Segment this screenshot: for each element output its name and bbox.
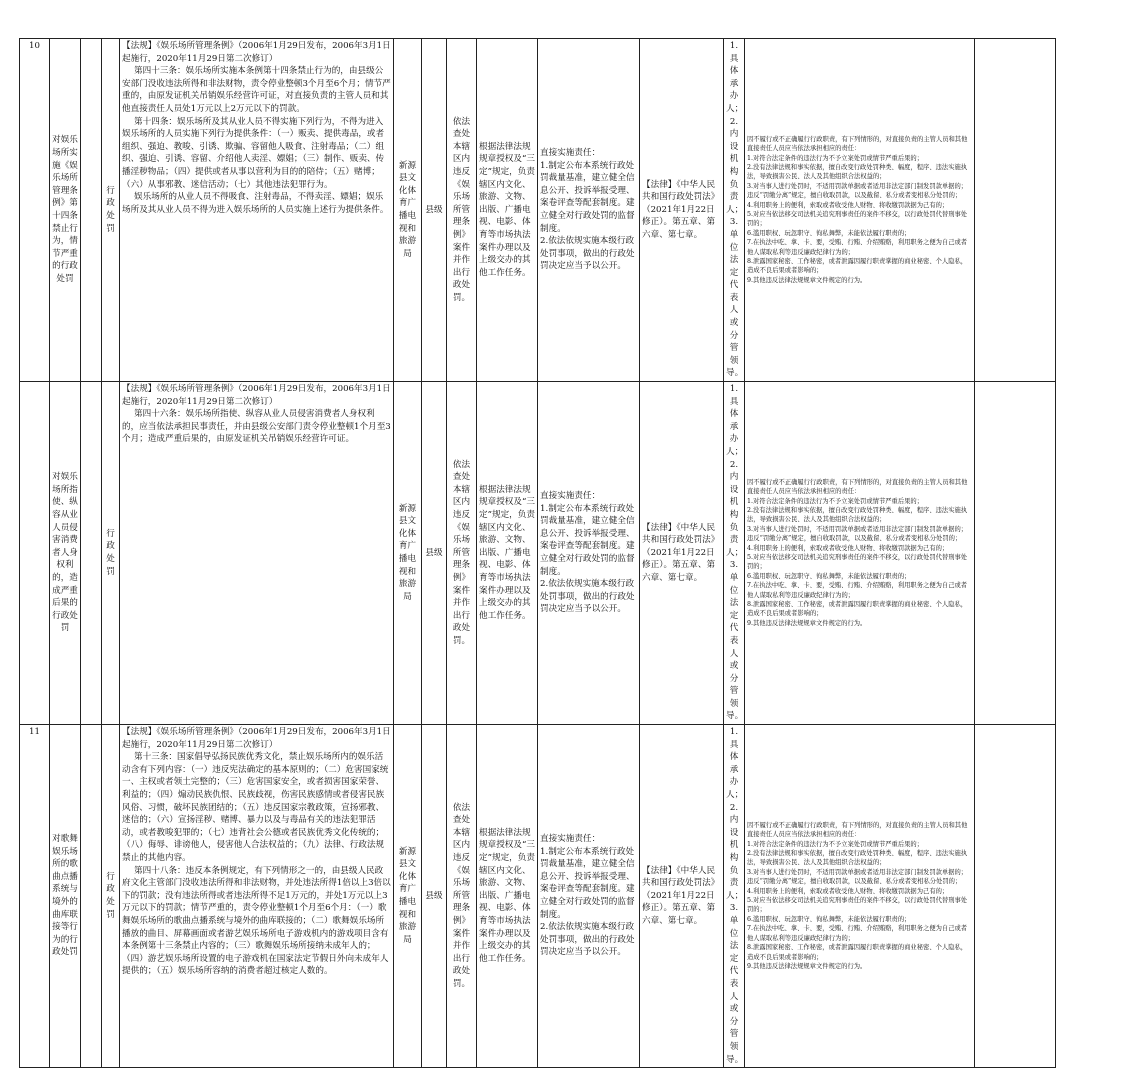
accountability-item: 5.对应当依法移交司法机关追究刑事责任的案件不移交，以行政处罚代替刑事处罚的； (747, 554, 968, 571)
accountability-cell (745, 382, 975, 725)
accountability-cell (745, 725, 975, 1068)
legal-basis-paragraph: 第十四条：娱乐场所及其从业人员不得实施下列行为，不得为进入娱乐场所的人员实施下列行为提供条件：（一）贩卖、提供毒品，或者组织、强迫、教唆、引诱、欺骗、容留他人吸食、注射毒品；（二）组织、强迫、引诱、容留、介绍他人卖淫、嫖娼；（三）制作、贩卖、传播淫秽物品；（四）提供或者从事以营利为目的的陪侍；（五）赌博；（六）从事邪教、迷信活动；（七）其他违法犯罪行为。 (122, 116, 385, 190)
accountability-item: 7.在执法中吃、拿、卡、要，受贿、行贿、介绍贿赂，利用职务之便为自己或者他人谋取私利等违反廉政纪律行为的； (747, 239, 968, 256)
item-type-cell: 行政处罚 (102, 382, 120, 725)
item-name-cell: 对娱乐场所实施《娱乐场所管理条例》第十四条禁止行为，情节严重的行政处罚 (50, 39, 81, 382)
accountability-cell (745, 39, 975, 382)
accountability-item: 4.利用职务上的便利，索取或者收受他人财物、将收缴罚款据为己有的； (747, 201, 949, 209)
legal-basis-paragraph: 娱乐场所的从业人员不得吸食、注射毒品，不得卖淫、嫖娼；娱乐场所及其从业人员不得为进入娱乐场所的人员实施上述行为提供条件。 (122, 192, 389, 215)
row-number-cell: 11 (20, 725, 50, 1068)
responsibility-cell: 根据法律法规规章授权及“三定”规定，负责辖区内文化、旅游、文物、出版、广播电视、电影、体育等市场执法案件办理以及上级交办的其他工作任务。 (477, 725, 538, 1068)
legal-basis-cell (120, 39, 394, 382)
legal-basis-paragraph: 第十三条：国家倡导弘扬民族优秀文化，禁止娱乐场所内的娱乐活动含有下列内容：（一）违反宪法确定的基本原则的；（二）危害国家统一、主权或者领土完整的；（三）危害国家安全，或者损害国家荣誉、利益的；（四）煽动民族仇恨、民族歧视，伤害民族感情或者侵害民族风俗、习惯，破坏民族团结的；（五）违反国家宗教政策，宣扬邪教、迷信的；（六）宣扬淫秽、赌博、暴力以及与毒品有关的违法犯罪活动，或者教唆犯罪的；（七）违背社会公德或者民族优秀文化传统的；（八）侮辱、诽谤他人，侵害他人合法权益的；（九）法律、行政法规禁止的其他内容。 (122, 752, 389, 863)
accountability-item: 因不履行或不正确履行行政职责，有下列情形的，对直接负责的主管人员和其他直接责任人员应当依法承担相应的责任： (747, 478, 968, 496)
accountability-item: 8.泄露国家秘密、工作秘密，或者泄露因履行职责掌握的商业秘密、个人隐私，造成不良后果或者影响的； (747, 944, 968, 961)
accountability-item: 8.泄露国家秘密、工作秘密，或者泄露因履行职责掌握的商业秘密、个人隐私，造成不良后果或者影响的； (747, 258, 968, 275)
department-cell: 新源县文化体育广播电视和旅游局 (394, 39, 422, 382)
accountability-item: 因不履行或不正确履行行政职责，有下列情形的，对直接负责的主管人员和其他直接责任人员应当依法承担相应的责任： (747, 821, 968, 839)
legal-basis-paragraph: 第四十六条：娱乐场所指使、纵容从业人员侵害消费者人身权利的，应当依法承担民事责任，并由县级公安部门责令停业整顿1个月至3个月；造成严重后果的，由原发证机关吊销娱乐经营许可证。 (122, 409, 391, 445)
remarks-cell (975, 39, 1056, 382)
legal-basis-paragraph: 【法规】《娱乐场所管理条例》（2006年1月29日发布，2006年3月1日起施行，2020年11月29日第二次修订） (122, 384, 391, 407)
legal-basis-paragraph: 第四十三条：娱乐场所实施本条例第十四条禁止行为的，由县级公安部门没收违法所得和非法财物，责令停业整顿3个月至6个月；情节严重的，由原发证机关吊销娱乐经营许可证，对直接负责的主管人员和其他直接责任人员处1万元以上2万元以下的罚款。 (122, 66, 391, 114)
accountability-item: 7.在执法中吃、拿、卡、要，受贿、行贿、介绍贿赂，利用职务之便为自己或者他人谋取私利等违反廉政纪律行为的； (747, 925, 968, 942)
direct-duty-text: 直接实施责任： 1.制定公布本系统行政处罚裁量基准，建立健全信息公开、投诉举报受理、案卷评查等配套制度。建立健全对行政处罚的监督制度。 2.依法依规实施本级行政处罚事项，做出的行政处罚决定应当予以公开。 (540, 834, 635, 958)
item-type-cell: 行政处罚 (102, 725, 120, 1068)
accountability-item: 3.对当事人进行处罚时，不适用罚款单据或者适用非法定部门制发罚款单据的；违反“罚缴分离”规定，擅自收取罚款，以及截留、私分或者变相私分处罚的； (747, 525, 968, 543)
table-row (20, 382, 1056, 725)
row-number-cell: 10 (20, 39, 50, 382)
level-cell: 县级 (422, 725, 447, 1068)
legal-basis-cell (120, 382, 394, 725)
accountability-item: 1.对符合法定条件的违法行为不予立案处罚或情节严重后果的； (747, 154, 924, 162)
accountability-item: 9.其他违反法律法规规章文件规定的行为。 (747, 962, 867, 970)
accountability-item: 1.对符合法定条件的违法行为不予立案处罚或情节严重后果的； (747, 497, 924, 505)
accountability-item: 6.滥用职权、玩忽职守、徇私舞弊，未能依法履行职责的； (747, 229, 911, 237)
accountability-item: 6.滥用职权、玩忽职守、徇私舞弊，未能依法履行职责的； (747, 915, 911, 923)
legal-basis-paragraph: 【法规】《娱乐场所管理条例》（2006年1月29日发布，2006年3月1日起施行，2020年11月29日第二次修订） (122, 727, 391, 750)
level-cell: 县级 (422, 382, 447, 725)
accountability-item: 6.滥用职权、玩忽职守、徇私舞弊，未能依法履行职责的； (747, 572, 911, 580)
accountability-item: 8.泄露国家秘密、工作秘密，或者泄露因履行职责掌握的商业秘密、个人隐私，造成不良后果或者影响的； (747, 601, 968, 618)
legal-basis-cell (120, 725, 394, 1068)
accountability-item: 9.其他违反法律法规规章文件规定的行为。 (747, 619, 867, 627)
accountability-item: 2.没有法律法规和事实依据，擅自改变行政处罚种类、幅度，程序、违法实施执法，导致损害公民、法人及其他组织合法权益的； (747, 507, 968, 524)
procedure-law-cell: 【法律】《中华人民共和国行政处罚法》（2021年1月22日修正）。第五章、第六章、第七章。 (640, 725, 724, 1068)
accountability-item: 4.利用职务上的便利，索取或者收受他人财物、将收缴罚款据为己有的； (747, 544, 949, 552)
responsible-units-cell: 1.具体承办人；2.内设机构负责人；3.单位法定代表人或分管领导。 (724, 39, 745, 382)
item-type-cell: 行政处罚 (102, 39, 120, 382)
procedure-law-cell: 【法律】《中华人民共和国行政处罚法》（2021年1月22日修正）。第五章、第六章、第七章。 (640, 39, 724, 382)
level-cell: 县级 (422, 39, 447, 382)
legal-basis-paragraph: 第四十八条：违反本条例规定，有下列情形之一的，由县级人民政府文化主管部门没收违法所得和非法财物，并处违法所得1倍以上3倍以下的罚款；没有违法所得或者违法所得不足1万元的，并处1万元以上3万元以下的罚款；情节严重的，责令停业整顿1个月至6个月：（一）歌舞娱乐场所的歌曲点播系统与境外的曲库联接的；（二）歌舞娱乐场所播放的曲目、屏幕画面或者游艺娱乐场所电子游戏机内的游戏项目含有本条例第十三条禁止内容的；（三）歌舞娱乐场所接纳未成年人的；（四）游艺娱乐场所设置的电子游戏机在国家法定节假日外向未成年人提供的；（五）娱乐场所容纳的消费者超过核定人数的。 (122, 865, 391, 977)
subject-cell: 依法查处本辖区内违反《娱乐场所管理条例》案件并作出行政处罚。 (447, 39, 477, 382)
direct-duty-cell (538, 382, 640, 725)
direct-duty-cell (538, 39, 640, 382)
accountability-item: 5.对应当依法移交司法机关追究刑事责任的案件不移交，以行政处罚代替刑事处罚的； (747, 211, 968, 228)
department-cell: 新源县文化体育广播电视和旅游局 (394, 382, 422, 725)
procedure-law-cell: 【法律】《中华人民共和国行政处罚法》（2021年1月22日修正）。第五章、第六章、第七章。 (640, 382, 724, 725)
accountability-item: 7.在执法中吃、拿、卡、要，受贿、行贿、介绍贿赂，利用职务之便为自己或者他人谋取私利等违反廉政纪律行为的； (747, 582, 968, 599)
responsibility-cell: 根据法律法规规章授权及“三定”规定，负责辖区内文化、旅游、文物、出版、广播电视、电影、体育等市场执法案件办理以及上级交办的其他工作任务。 (477, 382, 538, 725)
responsible-units-cell: 1.具体承办人；2.内设机构负责人；3.单位法定代表人或分管领导。 (724, 382, 745, 725)
legal-basis-paragraph: 【法规】《娱乐场所管理条例》（2006年1月29日发布，2006年3月1日起施行，2020年11月29日第二次修订） (122, 41, 391, 64)
responsible-units-cell: 1.具体承办人；2.内设机构负责人；3.单位法定代表人或分管领导。 (724, 725, 745, 1068)
remarks-cell (975, 382, 1056, 725)
direct-duty-text: 直接实施责任： 1.制定公布本系统行政处罚裁量基准，建立健全信息公开、投诉举报受理、案卷评查等配套制度。建立健全对行政处罚的监督制度。 2.依法依规实施本级行政处罚事项，做出的行政处罚决定应当予以公开。 (540, 491, 635, 615)
item-name-cell: 对娱乐场所指使、纵容从业人员侵害消费者人身权利的，造成严重后果的行政处罚 (50, 382, 81, 725)
direct-duty-text: 直接实施责任： 1.制定公布本系统行政处罚裁量基准，建立健全信息公开、投诉举报受理、案卷评查等配套制度。建立健全对行政处罚的监督制度。 2.依法依规实施本级行政处罚事项，做出的行政处罚决定应当予以公开。 (540, 148, 635, 272)
accountability-item: 2.没有法律法规和事实依据，擅自改变行政处罚种类、幅度，程序、违法实施执法，导致损害公民、法人及其他组织合法权益的； (747, 163, 968, 181)
accountability-item: 3.对当事人进行处罚时，不适用罚款单据或者适用非法定部门制发罚款单据的；违反“罚缴分离”规定，擅自收取罚款，以及截留、私分或者变相私分处罚的； (747, 868, 968, 886)
direct-duty-cell (538, 725, 640, 1068)
accountability-item: 4.利用职务上的便利，索取或者收受他人财物、将收缴罚款据为己有的； (747, 887, 949, 895)
sub-item-cell (81, 382, 102, 725)
sub-item-cell (81, 39, 102, 382)
department-cell: 新源县文化体育广播电视和旅游局 (394, 725, 422, 1068)
sub-item-cell (81, 725, 102, 1068)
table-row (20, 725, 1056, 1068)
accountability-item: 1.对符合法定条件的违法行为不予立案处罚或情节严重后果的； (747, 840, 924, 848)
accountability-item: 5.对应当依法移交司法机关追究刑事责任的案件不移交，以行政处罚代替刑事处罚的； (747, 897, 968, 914)
table-row (20, 39, 1056, 382)
accountability-item: 3.对当事人进行处罚时，不适用罚款单据或者适用非法定部门制发罚款单据的；违反“罚缴分离”规定，擅自收取罚款，以及截留、私分或者变相私分处罚的； (747, 182, 968, 200)
accountability-item: 因不履行或不正确履行行政职责，有下列情形的，对直接负责的主管人员和其他直接责任人员应当依法承担相应的责任： (747, 135, 968, 153)
row-number-cell (20, 382, 50, 725)
responsibility-table (19, 38, 1056, 1068)
subject-cell: 依法查处本辖区内违反《娱乐场所管理条例》案件并作出行政处罚。 (447, 725, 477, 1068)
item-name-cell: 对歌舞娱乐场所的歌曲点播系统与境外的曲库联接等行为的行政处罚 (50, 725, 81, 1068)
remarks-cell (975, 725, 1056, 1068)
accountability-item: 9.其他违反法律法规规章文件规定的行为。 (747, 276, 867, 284)
accountability-item: 2.没有法律法规和事实依据，擅自改变行政处罚种类、幅度，程序、违法实施执法，导致损害公民、法人及其他组织合法权益的； (747, 850, 968, 867)
subject-cell: 依法查处本辖区内违反《娱乐场所管理条例》案件并作出行政处罚。 (447, 382, 477, 725)
responsibility-cell: 根据法律法规规章授权及“三定”规定，负责辖区内文化、旅游、文物、出版、广播电视、电影、体育等市场执法案件办理以及上级交办的其他工作任务。 (477, 39, 538, 382)
